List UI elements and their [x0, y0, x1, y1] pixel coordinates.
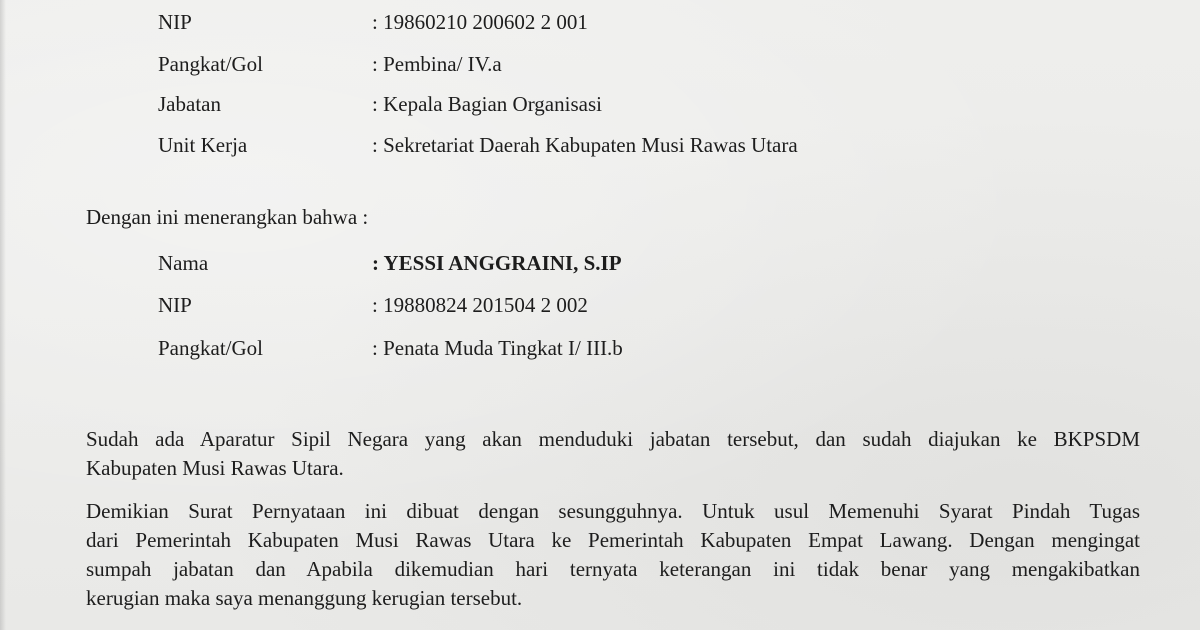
- subject-nama-value: : YESSI ANGGRAINI, S.IP: [372, 251, 622, 275]
- subject-nama-label: Nama: [158, 251, 209, 275]
- paragraph-line: sumpah jabatan dan Apabila dikemudian hari ternyata keterangan ini tidak benar yang mengakibatkan: [86, 557, 1140, 581]
- official-nip-label: NIP: [158, 10, 192, 34]
- paragraph-existing-asn: [86, 425, 1140, 483]
- official-unit-label: Unit Kerja: [158, 133, 248, 157]
- scan-edge-shadow: [0, 0, 6, 630]
- official-pangkat-value: : Pembina/ IV.a: [372, 52, 502, 76]
- official-pangkat-label: Pangkat/Gol: [158, 52, 263, 76]
- subject-pangkat-value: : Penata Muda Tingkat I/ III.b: [372, 336, 623, 360]
- paragraph-line: dari Pemerintah Kabupaten Musi Rawas Utara ke Pemerintah Kabupaten Empat Lawang. Dengan mengingat: [86, 528, 1140, 552]
- paragraph-line: kerugian maka saya menanggung kerugian tersebut.: [86, 586, 523, 610]
- official-nip-value: : 19860210 200602 2 001: [372, 10, 588, 34]
- subject-nip-label: NIP: [158, 293, 192, 317]
- official-unit-value: : Sekretariat Daerah Kabupaten Musi Rawas Utara: [372, 133, 798, 157]
- paragraph-line: Kabupaten Musi Rawas Utara.: [86, 456, 344, 480]
- subject-pangkat-label: Pangkat/Gol: [158, 336, 263, 360]
- official-jabatan-label: Jabatan: [158, 92, 221, 116]
- paragraph-closing-statement: [86, 497, 1140, 613]
- paragraph-line: Sudah ada Aparatur Sipil Negara yang akan menduduki jabatan tersebut, dan sudah diajukan ke BKPSDM: [86, 427, 1140, 451]
- official-jabatan-value: : Kepala Bagian Organisasi: [372, 92, 602, 116]
- intro-statement: Dengan ini menerangkan bahwa :: [86, 205, 369, 229]
- paragraph-line: Demikian Surat Pernyataan ini dibuat dengan sesungguhnya. Untuk usul Memenuhi Syarat Pindah Tugas: [86, 499, 1140, 523]
- subject-nip-value: : 19880824 201504 2 002: [372, 293, 588, 317]
